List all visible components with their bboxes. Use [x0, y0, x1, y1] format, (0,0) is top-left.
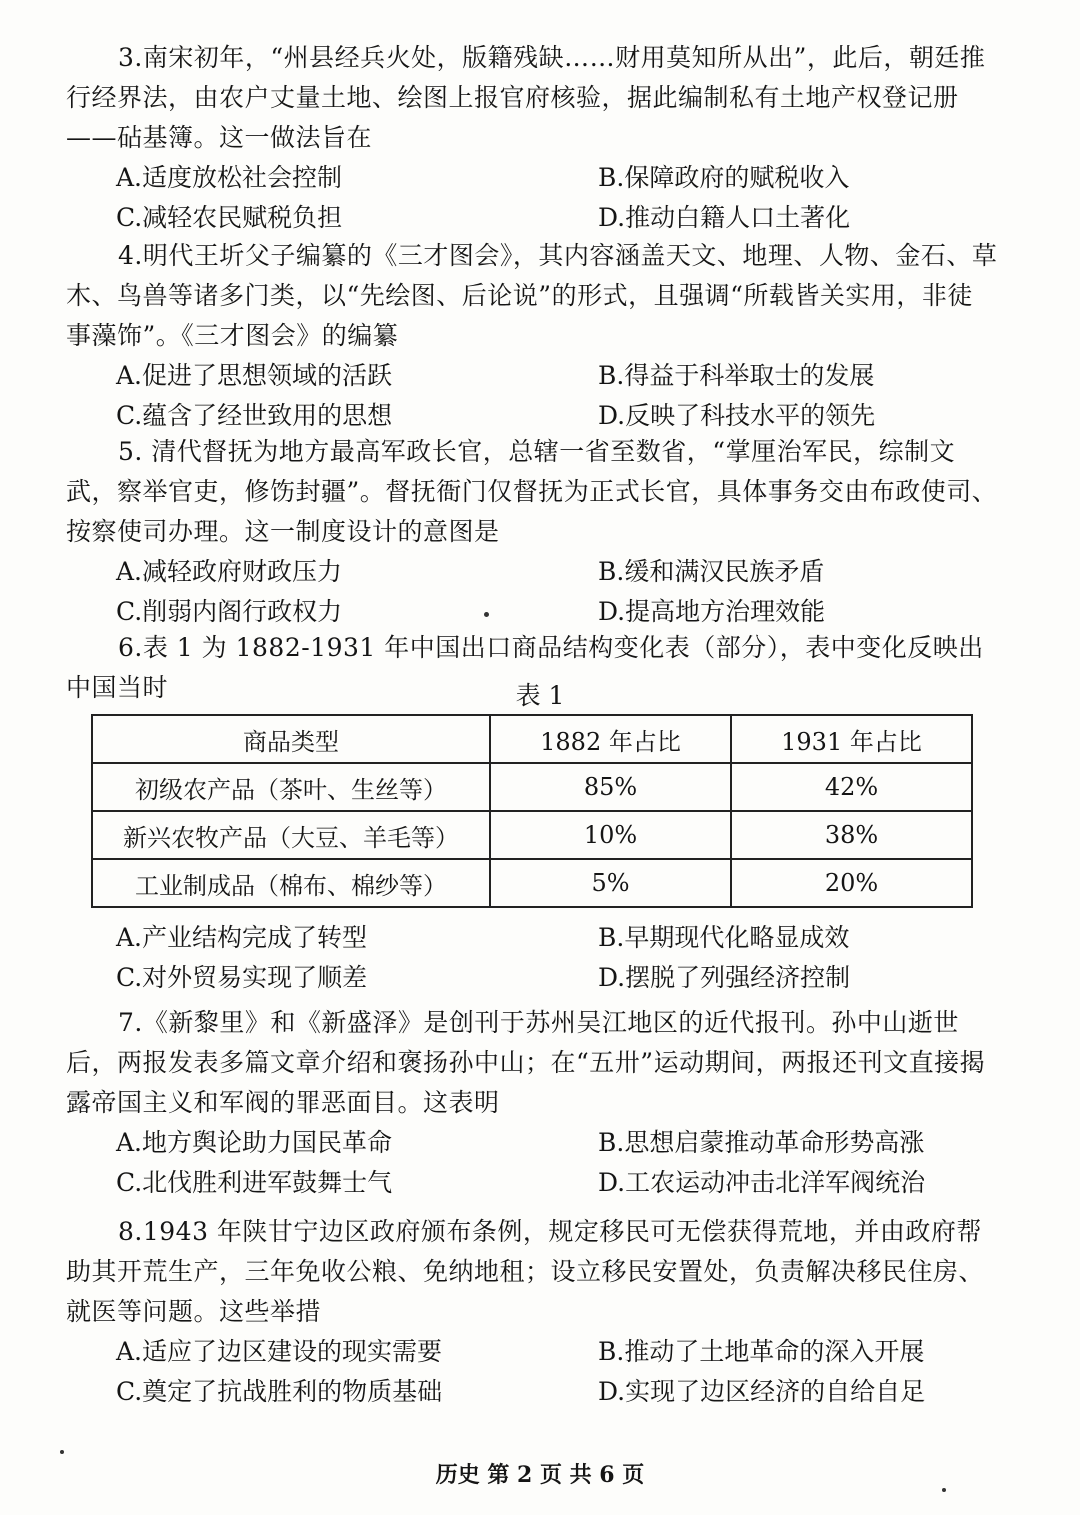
table-row [92, 811, 972, 859]
export-structure-table [91, 714, 973, 908]
question-6-options-block [66, 918, 998, 998]
table-caption: 表 1 [515, 681, 565, 710]
page-footer: 历史 第 2 页 共 6 页 [435, 1462, 645, 1488]
table-header-cell: 1882 年占比 [490, 715, 731, 763]
option-b: B.缓和满汉民族矛盾 [598, 557, 825, 586]
table-cell: 初级农产品（茶叶、生丝等） [92, 763, 490, 811]
ink-speck [60, 1450, 64, 1454]
question-7-options [66, 1123, 998, 1203]
table-cell: 85% [490, 763, 731, 811]
option-c: C.对外贸易实现了顺差 [116, 963, 368, 992]
option-d: D.实现了边区经济的自给自足 [598, 1377, 926, 1406]
option-d: D.反映了科技水平的领先 [598, 401, 876, 430]
option-a: A.适应了边区建设的现实需要 [116, 1337, 443, 1366]
question-7 [66, 1003, 998, 1203]
option-d: D.推动白籍人口土著化 [598, 203, 851, 232]
question-4-options [66, 356, 998, 436]
option-b: B.推动了土地革命的深入开展 [598, 1337, 925, 1366]
option-a: A.减轻政府财政压力 [116, 557, 343, 586]
option-b: B.保障政府的赋税收入 [598, 163, 850, 192]
option-d: D.提高地方治理效能 [598, 597, 826, 626]
question-3-stem: 3.南宋初年，“州县经兵火处，版籍残缺……财用莫知所从出”，此后，朝廷推行经界法，由农户丈量土地、绘图上报官府核验，据此编制私有土地产权登记册——砧基簿。这一做法旨在 [66, 43, 986, 152]
question-8 [66, 1212, 998, 1412]
option-d: D.工农运动冲击北洋军阀统治 [598, 1168, 926, 1197]
ink-speck [484, 612, 489, 617]
table-cell: 42% [731, 763, 972, 811]
option-c: C.蕴含了经世致用的思想 [116, 401, 393, 430]
table-cell: 工业制成品（棉布、棉纱等） [92, 859, 490, 907]
option-b: B.得益于科举取士的发展 [598, 361, 875, 390]
question-4-stem: 4.明代王圻父子编纂的《三才图会》，其内容涵盖天文、地理、人物、金石、草木、鸟兽等诸多门类，以“先绘图、后论说”的形式，且强调“所载皆关实用，非徒事藻饰”。《三才图会》的编纂 [66, 241, 998, 350]
question-3 [66, 38, 998, 238]
question-4 [66, 236, 998, 436]
question-7-stem: 7.《新黎里》和《新盛泽》是创刊于苏州吴江地区的近代报刊。孙中山逝世后，两报发表多篇文章介绍和褒扬孙中山；在“五卅”运动期间，两报还刊文直接揭露帝国主义和军阀的罪恶面目。这表明 [66, 1008, 986, 1117]
table-cell: 5% [490, 859, 731, 907]
option-a: A.促进了思想领域的活跃 [116, 361, 393, 390]
option-c: C.奠定了抗战胜利的物质基础 [116, 1377, 443, 1406]
ink-speck [942, 1488, 946, 1492]
question-6-stem: 6.表 1 为 1882-1931 年中国出口商品结构变化表（部分），表中变化反映出中国当时 [66, 633, 984, 702]
table-row [92, 763, 972, 811]
table-cell: 20% [731, 859, 972, 907]
table-cell: 10% [490, 811, 731, 859]
table-header-row [92, 715, 972, 763]
question-5-options [66, 552, 998, 632]
question-6-options [66, 918, 998, 998]
option-b: B.思想启蒙推动革命形势高涨 [598, 1128, 925, 1157]
option-c: C.北伐胜利进军鼓舞士气 [116, 1168, 393, 1197]
question-8-options [66, 1332, 998, 1412]
table-header-cell: 1931 年占比 [731, 715, 972, 763]
option-a: A.地方舆论助力国民革命 [116, 1128, 393, 1157]
question-3-options [66, 158, 998, 238]
question-5-stem: 5. 清代督抚为地方最高军政长官，总辖一省至数省，“掌厘治军民，综制文武，察举官吏，修饬封疆”。督抚衙门仅督抚为正式长官，具体事务交由布政使司、按察使司办理。这一制度设计的意图是 [66, 437, 998, 546]
option-d: D.摆脱了列强经济控制 [598, 963, 851, 992]
option-c: C.削弱内阁行政权力 [116, 597, 343, 626]
table-cell: 新兴农牧产品（大豆、羊毛等） [92, 811, 490, 859]
table-cell: 38% [731, 811, 972, 859]
option-c: C.减轻农民赋税负担 [116, 203, 343, 232]
option-a: A.产业结构完成了转型 [116, 923, 368, 952]
option-b: B.早期现代化略显成效 [598, 923, 850, 952]
question-5 [66, 432, 998, 632]
question-8-stem: 8.1943 年陕甘宁边区政府颁布条例，规定移民可无偿获得荒地，并由政府帮助其开荒生产，三年免收公粮、免纳地租；设立移民安置处，负责解决移民住房、就医等问题。这些举措 [66, 1217, 985, 1326]
option-a: A.适度放松社会控制 [116, 163, 343, 192]
table-header-cell: 商品类型 [92, 715, 490, 763]
table-row [92, 859, 972, 907]
